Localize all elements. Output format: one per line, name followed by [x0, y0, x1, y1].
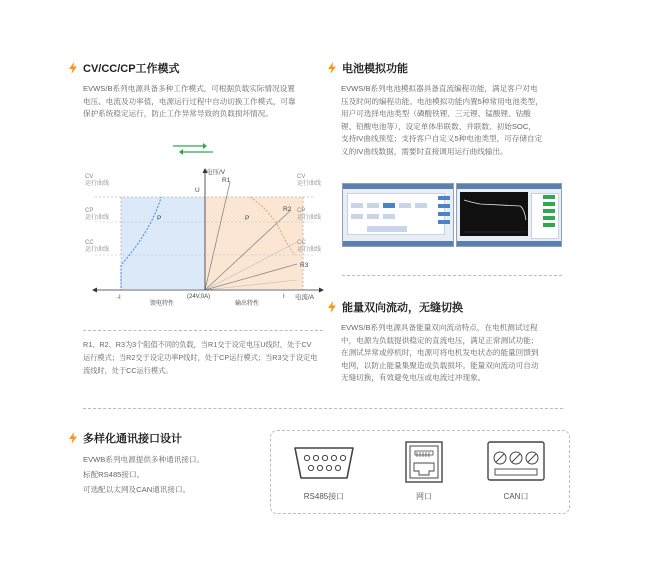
section-comm-title-text: 多样化通讯接口设计: [83, 433, 182, 445]
can-label: CAN口: [503, 492, 529, 501]
section-bidir-title-text: 能量双向流动，无缝切换: [342, 302, 463, 314]
left-cc-sub: 运行曲线: [85, 247, 110, 253]
text-line: 保护系统稳定运行，防止工作异常导致的负载损坏情况。: [83, 109, 273, 119]
left-cc-label: CC: [85, 240, 94, 246]
caption-line: R1、R2、R3为3个阻值不同的负载，当R1交于设定电压U线时，处于CV: [83, 340, 312, 349]
r1-label: R1: [222, 177, 231, 184]
left-cv-label: CV: [85, 174, 94, 180]
text-line: 在测试异常或停机时，电源可将电机发电状态的能量回馈到: [341, 348, 539, 358]
section-battery-text: [341, 83, 543, 159]
section-battery-title: [327, 60, 408, 76]
ethernet-label: 网口: [416, 492, 432, 501]
text-line: 无缝切换，有效避免电压或电流过冲现象。: [341, 373, 486, 383]
caption-line: 流线时，处于CC运行模式。: [83, 366, 173, 375]
p-marker-right: P: [245, 215, 250, 222]
section-cvcp-title-text: CV/CC/CP工作模式: [83, 63, 180, 75]
text-line: 用户可选择电池类型（磷酸铁锂、三元锂、锰酸锂、钴酸: [341, 109, 531, 119]
neg-i-marker: -I: [117, 295, 121, 301]
right-cp-label: CP: [297, 208, 306, 214]
curve-preview: [460, 192, 528, 236]
text-line: 锂、铅酸电池等），设定单体串联数、并联数、初始SOC，: [341, 121, 536, 131]
region-label-output: 输出特性: [235, 301, 260, 307]
bolt-icon: [68, 62, 78, 74]
text-line: 压及时间的编程功能。电池模拟功能内置5种常用电池类型，: [341, 96, 543, 106]
left-cp-label: CP: [85, 208, 94, 214]
text-line: EVWS/B系列电池模拟器具备直流编程功能，满足客户对电: [341, 84, 538, 93]
cv-cc-cp-chart: [75, 140, 325, 315]
section-comm-text: [83, 452, 204, 497]
right-cc-label: CC: [297, 240, 306, 246]
bolt-icon: [327, 62, 337, 74]
caption-divider: [83, 330, 323, 331]
chart-caption: [83, 338, 317, 377]
left-cv-sub: 运行曲线: [85, 181, 110, 187]
section-comm-title: [68, 430, 182, 446]
y-axis-label: 电压/V: [206, 169, 226, 176]
section-cvcp-text: [83, 83, 296, 121]
text-line: EVWB系列电源提供多种通讯接口。: [83, 455, 205, 464]
left-cp-sub: 运行曲线: [85, 215, 110, 221]
section-cvcp-title: [68, 60, 180, 76]
rs485-port-icon: [293, 445, 355, 481]
bolt-icon: [68, 432, 78, 444]
rs485-label: RS485接口: [303, 492, 345, 501]
battery-curve-screenshot: [456, 183, 562, 247]
region-label-feedback: 馈电特性: [150, 301, 175, 307]
pos-i-marker: I: [283, 294, 285, 300]
text-line: 标配RS485接口。: [83, 470, 145, 479]
interface-panel: [270, 430, 570, 514]
text-line: 电压、电流及功率值，电源运行过程中自动切换工作模式，可靠: [83, 96, 296, 106]
r2-label: R2: [283, 206, 292, 213]
x-axis-label: 电流/A: [295, 294, 315, 301]
battery-divider: [342, 275, 562, 276]
caption-line: 运行模式；当R2交于设定功率P线时，处于CP运行模式；当R3交于设定电: [83, 353, 318, 362]
ethernet-port-icon: [405, 441, 443, 483]
battery-settings-screenshot: [342, 183, 454, 247]
right-cv-label: CV: [297, 174, 306, 180]
origin-label: (24V,0A): [187, 294, 211, 300]
text-line: 支持IV曲线预览；支持客户自定义5种电池类型，可存储自定: [341, 134, 543, 144]
bolt-icon: [327, 301, 337, 313]
right-cp-sub: 运行曲线: [297, 215, 322, 221]
text-line: 义的IV曲线数据，需要时直接调用运行曲线输出。: [341, 146, 508, 156]
text-line: EVWS/B系列电源具备多种工作模式，可根据负载实际情况设置: [83, 84, 295, 93]
p-marker-left: P: [157, 215, 162, 222]
bidirectional-arrow-icon: [173, 143, 213, 155]
right-cv-sub: 运行曲线: [297, 181, 322, 187]
text-line: 电网，以防止能量集聚造成负载损坏。能量双向流动可自动: [341, 360, 539, 370]
right-cc-sub: 运行曲线: [297, 247, 322, 253]
section-bidir-title: [327, 299, 463, 315]
text-line: EVWS/B系列电源具备能量双向流动特点，在电机测试过程: [341, 323, 538, 332]
text-line: 可选配以太网及CAN通讯接口。: [83, 485, 191, 494]
section-battery-title-text: 电池模拟功能: [342, 63, 408, 75]
can-port-icon: [487, 441, 545, 481]
section-bidir-text: [341, 322, 538, 385]
feedback-region: [121, 197, 205, 289]
u-marker: U: [195, 187, 200, 194]
page-divider: [83, 408, 563, 409]
text-line: 中，电源为负载提供稳定的直流电压，满足正常测试功能；: [341, 335, 539, 345]
r3-label: R3: [300, 262, 309, 269]
